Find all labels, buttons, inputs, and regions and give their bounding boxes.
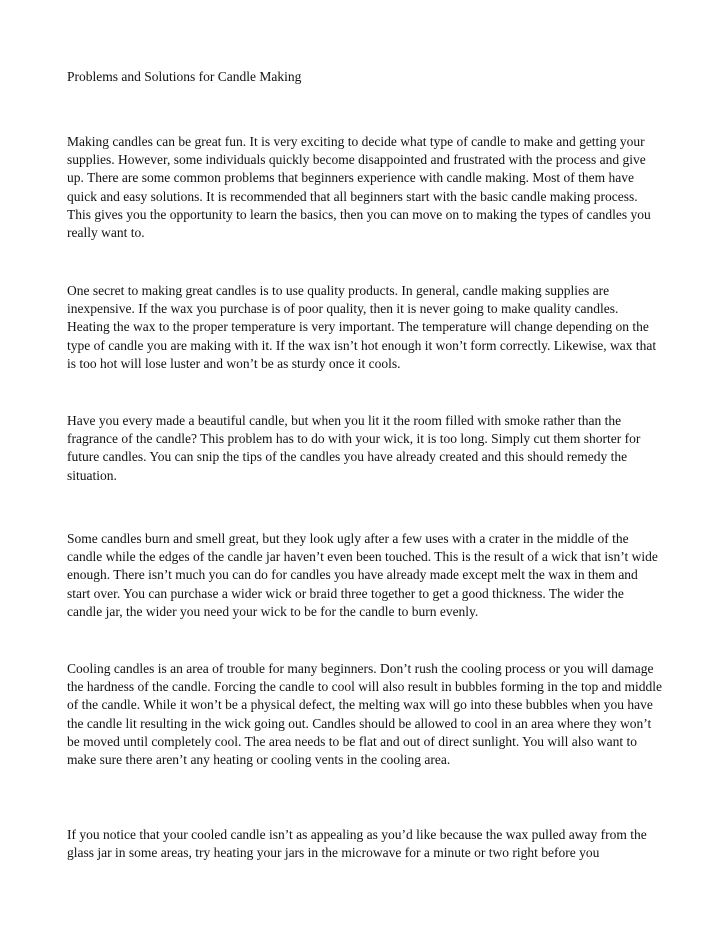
paragraph-cooling: Cooling candles is an area of trouble for many beginners. Don’t rush the cooling process or you will damage the hardness of the candle. Forcing the candle to cool will also result in bubbles forming in the top and middle of the candle. While it won’t be a physical defect, the melting wax will go into these bubbles when you have the candle lit resulting in the wick going out. Candles should be allowed to cool in an area where they won’t be moved until completely cool. The area needs to be flat and out of direct sunlight. You will also want to make sure there aren’t any heating or cooling vents in the cooling area. bbox=[67, 661, 662, 768]
paragraph-quality-products: One secret to making great candles is to use quality products. In general, candle making supplies are inexpensive. If the wax you purchase is of poor quality, then it is never going to make quality candles. Heating the wax to the proper temperature is very important. The temperature will change depending on the type of candle you are making with it. If the wax isn’t hot enough it won’t form correctly. Likewise, wax that is too hot will lose luster and won’t be as sturdy once it cools. bbox=[67, 283, 657, 371]
paragraph-jar-heating: If you notice that your cooled candle isn’t as appealing as you’d like because the wax pulled away from the glass jar in some areas, try heating your jars in the microwave for a minute or two right before you bbox=[67, 827, 647, 861]
paragraph-crater-wick: Some candles burn and smell great, but they look ugly after a few uses with a crater in the middle of the candle while the edges of the candle jar haven’t even been touched. This is the result of a wick that isn’t wide enough. There isn’t much you can do for candles you have already made except melt the wax in them and start over. You can purchase a wider wick or braid three together to get a good thickness. The wider the candle jar, the wider you need your wick to be for the candle to burn evenly. bbox=[67, 531, 658, 619]
paragraph-intro: Making candles can be great fun. It is very exciting to decide what type of candle to make and getting your supplies. However, some individuals quickly become disappointed and frustrated with the process and give up. There are some common problems that beginners experience with candle making. Most of them have quick and easy solutions. It is recommended that all beginners start with the basic candle making process. This gives you the opportunity to learn the basics, then you can move on to making the types of candles you really want to. bbox=[67, 134, 651, 241]
document-title: Problems and Solutions for Candle Making bbox=[67, 69, 302, 84]
paragraph-smoke-wick: Have you every made a beautiful candle, but when you lit it the room filled with smoke rather than the fragrance of the candle? This problem has to do with your wick, it is too long. Simply cut them shorter for future candles. You can snip the tips of the candles you have already created and this should remedy the situation. bbox=[67, 413, 641, 483]
